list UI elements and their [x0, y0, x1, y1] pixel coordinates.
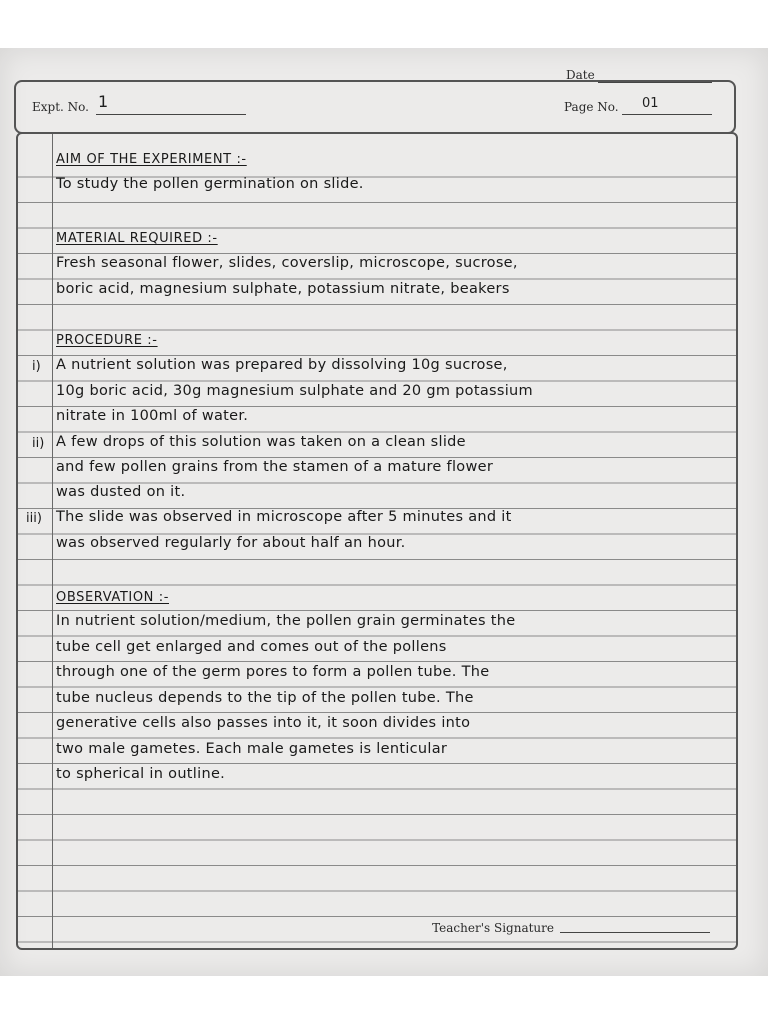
expt-line	[96, 114, 246, 115]
material-line-1: Fresh seasonal flower, slides, coverslip, microscope, sucrose,	[56, 255, 518, 271]
observation-line-5: generative cells also passes into it, it soon divides into	[56, 715, 471, 731]
page-label: Page No.	[564, 100, 619, 114]
expt-value: 1	[98, 92, 109, 111]
step-2-line-1: A few drops of this solution was taken on a clean slide	[56, 434, 466, 450]
step-2-line-3: was dusted on it.	[56, 484, 186, 500]
observation-line-4: tube nucleus depends to the tip of the pollen tube. The	[56, 690, 474, 706]
page-value: 01	[642, 96, 659, 111]
date-label: Date	[566, 68, 595, 82]
aim-heading: AIM OF THE EXPERIMENT :-	[56, 152, 247, 167]
teacher-signature	[432, 921, 710, 935]
margin-line	[52, 134, 53, 948]
aim-text: To study the pollen germination on slide.	[56, 176, 364, 192]
step-3-number: iii)	[26, 511, 42, 526]
observation-line-6: two male gametes. Each male gametes is lenticular	[56, 741, 448, 757]
material-heading: MATERIAL REQUIRED :-	[56, 231, 218, 246]
signature-label: Teacher's Signature	[432, 921, 554, 935]
step-1-line-3: nitrate in 100ml of water.	[56, 408, 249, 424]
step-1-line-1: A nutrient solution was prepared by dissolving 10g sucrose,	[56, 357, 508, 373]
expt-label: Expt. No.	[32, 100, 89, 114]
ruled-area	[16, 132, 738, 950]
observation-line-1: In nutrient solution/medium, the pollen grain germinates the	[56, 613, 516, 629]
step-3-line-1: The slide was observed in microscope after 5 minutes and it	[56, 509, 512, 525]
step-1-line-2: 10g boric acid, 30g magnesium sulphate and 20 gm potassium	[56, 383, 533, 399]
step-1-number: i)	[32, 359, 41, 374]
step-2-number: ii)	[32, 436, 45, 451]
observation-heading: OBSERVATION :-	[56, 590, 169, 605]
signature-line	[560, 932, 710, 933]
observation-line-3: through one of the germ pores to form a pollen tube. The	[56, 664, 490, 680]
notebook-page	[0, 48, 768, 976]
step-3-line-2: was observed regularly for about half an hour.	[56, 535, 406, 551]
step-2-line-2: and few pollen grains from the stamen of a mature flower	[56, 459, 494, 475]
observation-line-2: tube cell get enlarged and comes out of the pollens	[56, 639, 447, 655]
procedure-heading: PROCEDURE :-	[56, 333, 158, 348]
material-line-2: boric acid, magnesium sulphate, potassium nitrate, beakers	[56, 281, 510, 297]
observation-line-7: to spherical in outline.	[56, 766, 226, 782]
header-box	[14, 80, 736, 134]
page-line	[622, 114, 712, 115]
